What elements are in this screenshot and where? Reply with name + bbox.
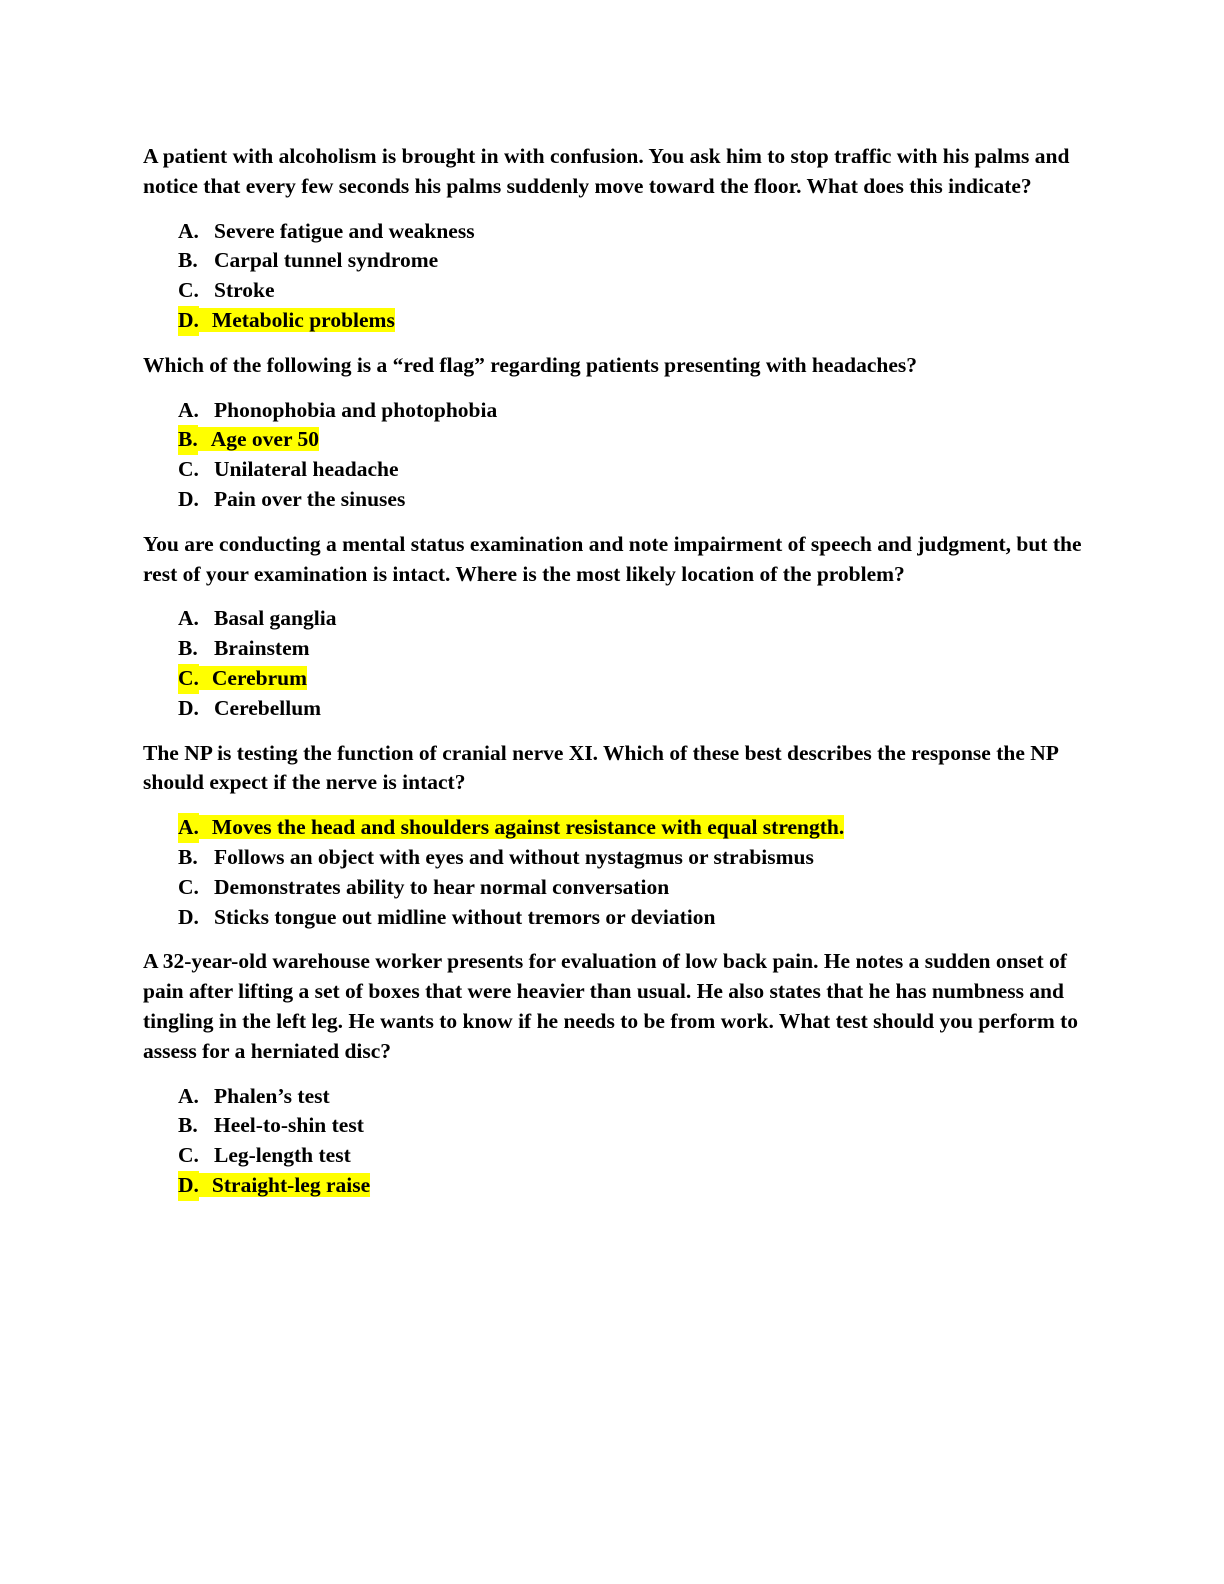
option-text: Phalen’s test [214,1083,330,1108]
option-letter: A. [178,813,199,843]
option-text-highlighted: Straight-leg raise [199,1173,370,1197]
option-letter: B. [178,248,198,273]
option-text: Sticks tongue out midline without tremors or deviation [214,904,716,929]
answer-option [178,634,1083,664]
option-letter: B. [178,425,198,455]
answer-option [178,1111,1083,1141]
answer-option-highlighted [178,1171,1083,1201]
question-5 [143,947,1083,1200]
option-text: Cerebellum [214,695,322,720]
option-letter: B. [178,844,198,869]
question-1 [143,142,1083,336]
answer-option-highlighted [178,425,1083,455]
option-text: Demonstrates ability to hear normal conversation [214,874,670,899]
answer-options [143,813,1083,932]
answer-option [178,1141,1083,1171]
answer-option [178,455,1083,485]
answer-option [178,396,1083,426]
option-text: Severe fatigue and weakness [214,218,475,243]
option-letter: D. [178,306,199,336]
option-text: Brainstem [214,636,310,661]
option-text: Basal ganglia [214,606,337,631]
option-letter: A. [178,218,199,243]
option-letter: C. [178,874,199,899]
option-text-highlighted: Cerebrum [199,666,307,690]
option-letter: D. [178,904,199,929]
option-text: Stroke [214,278,275,303]
question-2 [143,351,1083,515]
option-text-highlighted: Moves the head and shoulders against resistance with equal strength. [199,815,844,839]
question-stem: Which of the following is a “red flag” regarding patients presenting with headaches? [143,352,918,377]
answer-option [178,485,1083,515]
answer-option [178,903,1083,933]
answer-options [143,217,1083,336]
option-text: Follows an object with eyes and without nystagmus or strabismus [214,844,814,869]
option-letter: A. [178,1083,199,1108]
question-stem: A 32-year-old warehouse worker presents for evaluation of low back pain. He notes a sudden onset of pain after lifting a set of boxes that were heavier than usual. He also states that he has numbness and tingling in the left leg. He wants to know if he needs to be from work. What test should you perform to assess for a herniated disc? [143,949,1079,1063]
option-letter: D. [178,1171,199,1201]
option-text: Carpal tunnel syndrome [214,248,439,273]
option-letter: D. [178,486,199,511]
answer-option [178,843,1083,873]
answer-option [178,217,1083,247]
question-stem: A patient with alcoholism is brought in with confusion. You ask him to stop traffic with his palms and notice that every few seconds his palms suddenly move toward the floor. What does this indicate? [143,144,1070,198]
option-text-highlighted: Age over 50 [198,427,319,451]
option-letter: C. [178,457,199,482]
option-text-highlighted: Metabolic problems [199,308,395,332]
question-stem: You are conducting a mental status examination and note impairment of speech and judgment, but the rest of your examination is intact. Where is the most likely location of the problem? [143,531,1082,586]
question-stem: The NP is testing the function of cranial nerve XI. Which of these best describes the response the NP should expect if the nerve is intact? [143,740,1058,795]
option-letter: B. [178,636,198,661]
option-letter: C. [178,664,199,694]
answer-option [178,604,1083,634]
answer-options [143,396,1083,515]
option-letter: D. [178,695,199,720]
option-text: Heel-to-shin test [214,1113,364,1138]
answer-option-highlighted [178,306,1083,336]
option-letter: B. [178,1113,198,1138]
answer-option [178,694,1083,724]
document-page [143,142,1083,1216]
answer-options [143,604,1083,723]
option-text: Pain over the sinuses [214,486,406,511]
option-letter: A. [178,606,199,631]
answer-option-highlighted [178,664,1083,694]
question-4 [143,739,1083,933]
answer-option [178,873,1083,903]
option-text: Phonophobia and photophobia [214,397,498,422]
answer-option [178,1082,1083,1112]
option-text: Unilateral headache [214,457,399,482]
answer-option [178,276,1083,306]
option-letter: C. [178,1143,199,1168]
option-letter: C. [178,278,199,303]
answer-option [178,246,1083,276]
option-text: Leg-length test [214,1143,351,1168]
option-letter: A. [178,397,199,422]
answer-option-highlighted [178,813,1083,843]
answer-options [143,1082,1083,1201]
question-3 [143,530,1083,724]
